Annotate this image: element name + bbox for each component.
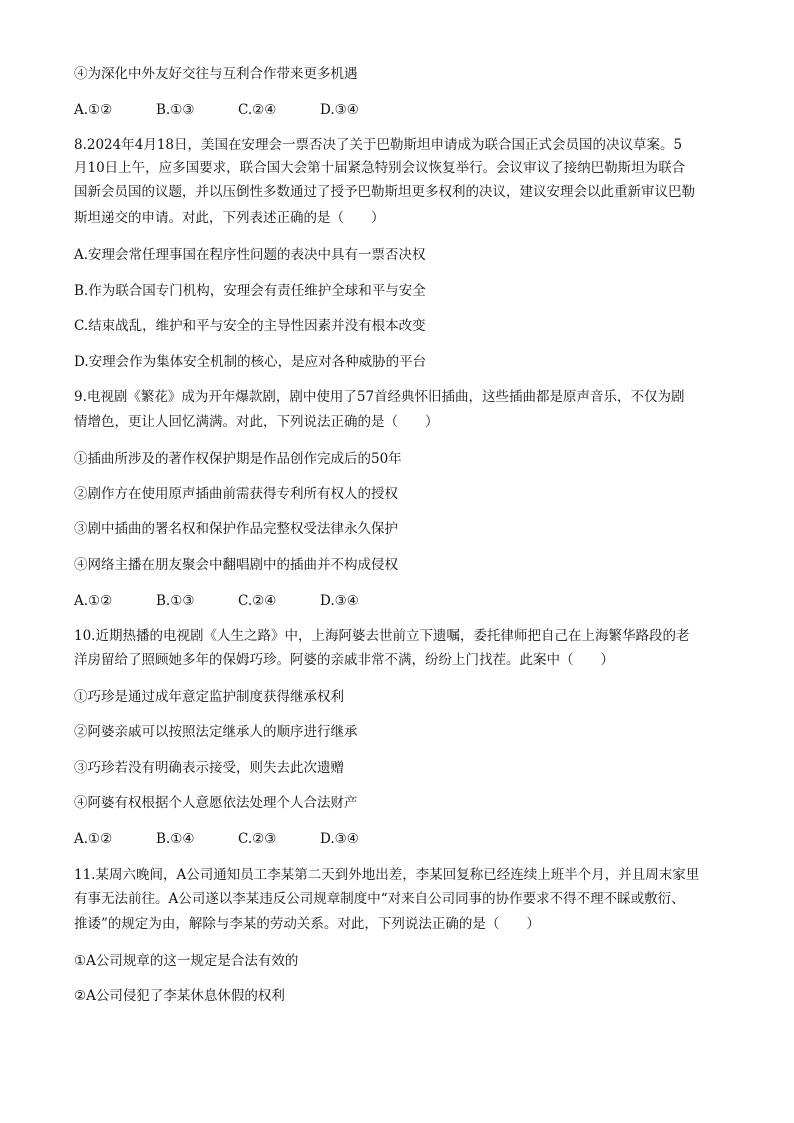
choice-d: D.③④ bbox=[320, 593, 359, 609]
choice-d: D.③④ bbox=[320, 831, 359, 847]
question-8-stem-line-3: 国新会员国的议题，并以压倒性多数通过了授予巴勒斯坦更多权利的决议，建议安理会以此重新审议巴勒 bbox=[74, 184, 695, 200]
question-11-stem-line-3: 推诿”的规定为由，解除与李某的劳动关系。对此，下列说法正确的是（ ） bbox=[74, 916, 540, 932]
question-11-statement-1: ①A公司规章的这一规定是合法有效的 bbox=[74, 953, 299, 969]
question-9-stem-line-2: 情增色，更让人回忆满满。对此，下列说法正确的是（ ） bbox=[74, 414, 439, 430]
question-10-statement-1: ①巧珍是通过成年意定监护制度获得继承权利 bbox=[74, 689, 344, 705]
choice-a: A.①② bbox=[74, 102, 113, 118]
question-10-statement-3: ③巧珍若没有明确表示接受，则失去此次遗赠 bbox=[74, 760, 344, 776]
choice-b: B.①③ bbox=[156, 593, 195, 609]
question-8-stem-line-1: 8.2024年4月18日，美国在安理会一票否决了关于巴勒斯坦申请成为联合国正式会员国的决议草案。5 bbox=[74, 137, 683, 153]
question-8-option-c: C.结束战乱，维护和平与安全的主导性因素并没有根本改变 bbox=[74, 318, 426, 334]
question-8-stem-line-4: 斯坦递交的申请。对此，下列表述正确的是（ ） bbox=[74, 210, 385, 226]
choice-b: B.①③ bbox=[156, 102, 195, 118]
question-9-stem-line-1: 9.电视剧《繁花》成为开年爆款剧，剧中使用了57首经典怀旧插曲，这些插曲都是原声音乐，不仅为剧 bbox=[74, 389, 685, 405]
question-8-stem-line-2: 月10日上午，应多国要求，联合国大会第十届紧急特别会议恢复举行。会议审议了接纳巴勒斯坦为联合 bbox=[74, 160, 686, 176]
question-10-statement-2: ②阿婆亲戚可以按照法定继承人的顺序进行继承 bbox=[74, 724, 358, 740]
choice-c: C.②④ bbox=[238, 593, 277, 609]
answer-choices-q7 bbox=[74, 101, 402, 119]
question-8-option-d: D.安理会作为集体安全机制的核心，是应对各种威胁的平台 bbox=[74, 354, 427, 370]
question-11-statement-2: ②A公司侵犯了李某休息休假的权利 bbox=[74, 988, 285, 1004]
choice-a: A.①② bbox=[74, 831, 113, 847]
previous-question-option-4: ④为深化中外友好交往与互利合作带来更多机遇 bbox=[74, 66, 358, 82]
question-8-option-a: A.安理会常任理事国在程序性问题的表决中具有一票否决权 bbox=[74, 247, 426, 263]
question-10-stem-line-2: 洋房留给了照顾她多年的保姆巧珍。阿婆的亲戚非常不满，纷纷上门找茬。此案中（ ） bbox=[74, 652, 614, 668]
question-9-statement-4: ④网络主播在朋友聚会中翻唱剧中的插曲并不构成侵权 bbox=[74, 557, 398, 573]
answer-choices-q9 bbox=[74, 592, 402, 610]
choice-b: B.①④ bbox=[156, 831, 195, 847]
choice-d: D.③④ bbox=[320, 102, 359, 118]
question-9-statement-3: ③剧中插曲的署名权和保护作品完整权受法律永久保护 bbox=[74, 521, 398, 537]
question-11-stem-line-1: 11.某周六晚间，A公司通知员工李某第二天到外地出差，李某回复称已经连续上班半个月，并且周末家里 bbox=[74, 867, 700, 883]
question-9-statement-2: ②剧作方在使用原声插曲前需获得专利所有权人的授权 bbox=[74, 486, 398, 502]
answer-choices-q10 bbox=[74, 830, 402, 848]
choice-c: C.②③ bbox=[238, 831, 277, 847]
question-11-stem-line-2: 有事无法前往。A公司遂以李某违反公司规章制度中“对来自公司同事的协作要求不得不理不睬或敷衍、 bbox=[74, 891, 685, 907]
choice-c: C.②④ bbox=[238, 102, 277, 118]
question-9-statement-1: ①插曲所涉及的著作权保护期是作品创作完成后的50年 bbox=[74, 451, 402, 467]
question-10-statement-4: ④阿婆有权根据个人意愿依法处理个人合法财产 bbox=[74, 795, 358, 811]
choice-a: A.①② bbox=[74, 593, 113, 609]
question-10-stem-line-1: 10.近期热播的电视剧《人生之路》中，上海阿婆去世前立下遗嘱，委托律师把自己在上海繁华路段的老 bbox=[74, 628, 690, 644]
question-8-option-b: B.作为联合国专门机构，安理会有责任维护全球和平与安全 bbox=[74, 283, 426, 299]
